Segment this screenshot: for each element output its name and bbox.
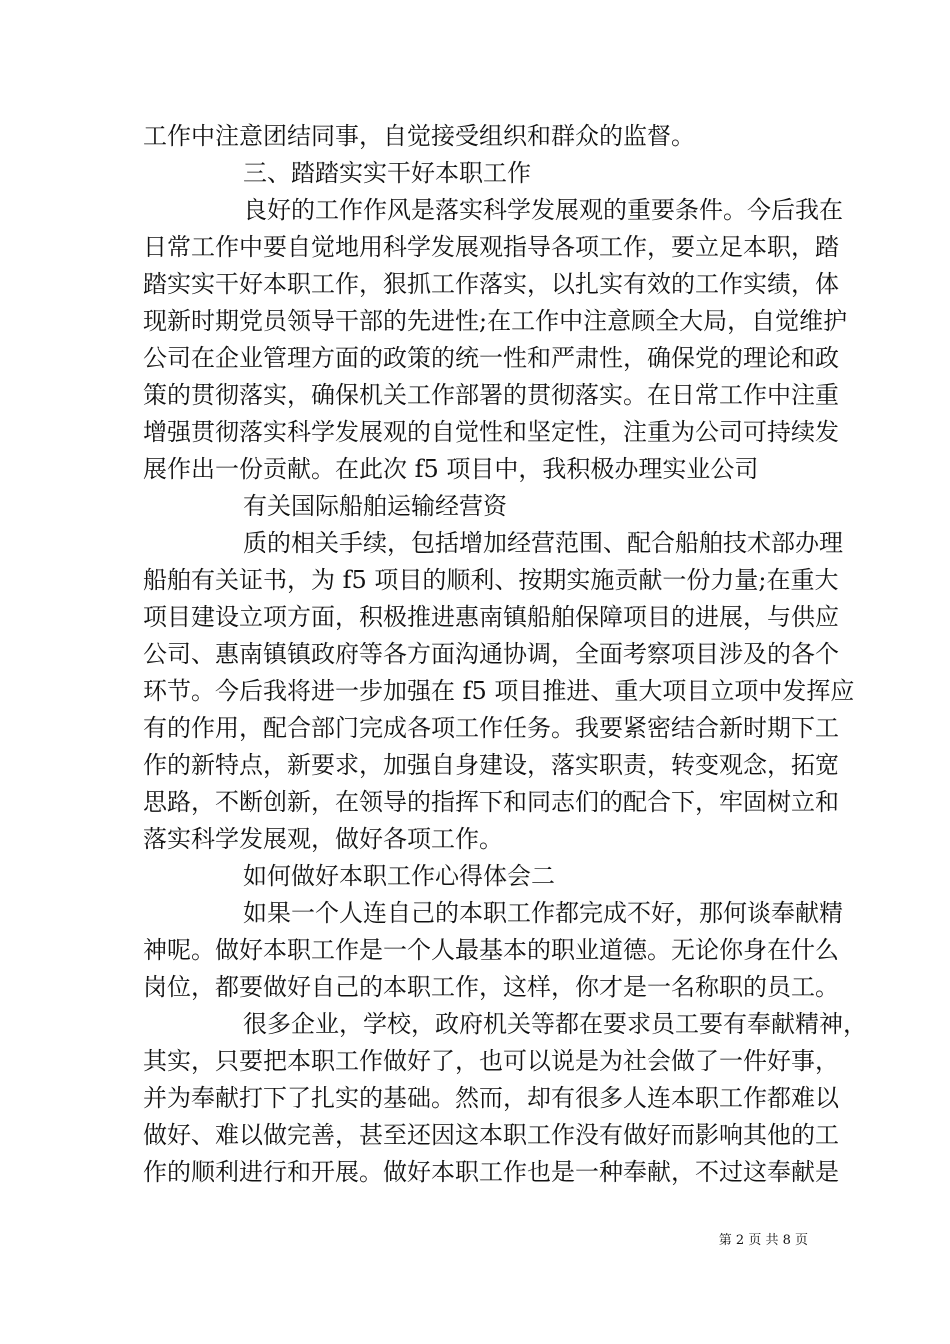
paragraph-line: 神呢。做好本职工作是一个人最基本的职业道德。无论你身在什么: [143, 936, 839, 964]
paragraph-line: 踏实实干好本职工作，狠抓工作落实，以扎实有效的工作实绩，体: [143, 270, 839, 298]
paragraph-line: 其实，只要把本职工作做好了，也可以说是为社会做了一件好事，: [143, 1047, 839, 1075]
paragraph-line: 公司、惠南镇镇政府等各方面沟通协调，全面考察项目涉及的各个: [143, 640, 839, 668]
section-heading: 如何做好本职工作心得体会二: [243, 862, 555, 890]
paragraph-line: 有的作用，配合部门完成各项工作任务。我要紧密结合新时期下工: [143, 714, 839, 742]
document-body: [143, 118, 867, 1191]
paragraph-line: 船舶有关证书，为 f5 项目的顺利、按期实施贡献一份力量;在重大: [143, 566, 839, 594]
paragraph-line: 做好、难以做完善，甚至还因这本职工作没有做好而影响其他的工: [143, 1121, 839, 1149]
paragraph-line: 日常工作中要自觉地用科学发展观指导各项工作，要立足本职，踏: [143, 233, 839, 261]
paragraph-line: 展作出一份贡献。在此次 f5 项目中，我积极办理实业公司: [143, 455, 759, 483]
paragraph-line: 很多企业，学校，政府机关等都在要求员工要有奉献精神，: [243, 1010, 867, 1038]
paragraph-line: 工作中注意团结同事，自觉接受组织和群众的监督。: [143, 122, 695, 150]
paragraph-line: 作的顺利进行和开展。做好本职工作也是一种奉献，不过这奉献是: [143, 1158, 839, 1186]
paragraph-line: 质的相关手续，包括增加经营范围、配合船舶技术部办理: [243, 529, 843, 557]
page-number: 第 2 页 共 8 页: [718, 1233, 808, 1248]
paragraph-line: 公司在企业管理方面的政策的统一性和严肃性，确保党的理论和政: [143, 344, 839, 372]
paragraph-line: 如果一个人连自己的本职工作都完成不好，那何谈奉献精: [243, 899, 843, 927]
paragraph-line: 增强贯彻落实科学发展观的自觉性和坚定性，注重为公司可持续发: [143, 418, 839, 446]
paragraph-line: 现新时期党员领导干部的先进性;在工作中注意顾全大局，自觉维护: [143, 307, 848, 335]
paragraph-line: 思路，不断创新，在领导的指挥下和同志们的配合下，牢固树立和: [143, 788, 839, 816]
paragraph-line: 项目建设立项方面，积极推进惠南镇船舶保障项目的进展，与供应: [143, 603, 839, 631]
paragraph-line: 策的贯彻落实，确保机关工作部署的贯彻落实。在日常工作中注重: [143, 381, 839, 409]
paragraph-line: 落实科学发展观，做好各项工作。: [143, 825, 503, 853]
paragraph-line: 环节。今后我将进一步加强在 f5 项目推进、重大项目立项中发挥应: [143, 677, 855, 705]
paragraph-line: 有关国际船舶运输经营资: [243, 492, 507, 520]
paragraph-line: 岗位，都要做好自己的本职工作，这样，你才是一名称职的员工。: [143, 973, 839, 1001]
paragraph-line: 并为奉献打下了扎实的基础。然而，却有很多人连本职工作都难以: [143, 1084, 839, 1112]
paragraph-line: 良好的工作作风是落实科学发展观的重要条件。今后我在: [243, 196, 843, 224]
section-heading: 三、踏踏实实干好本职工作: [243, 159, 531, 187]
paragraph-line: 作的新特点，新要求，加强自身建设，落实职责，转变观念，拓宽: [143, 751, 839, 779]
